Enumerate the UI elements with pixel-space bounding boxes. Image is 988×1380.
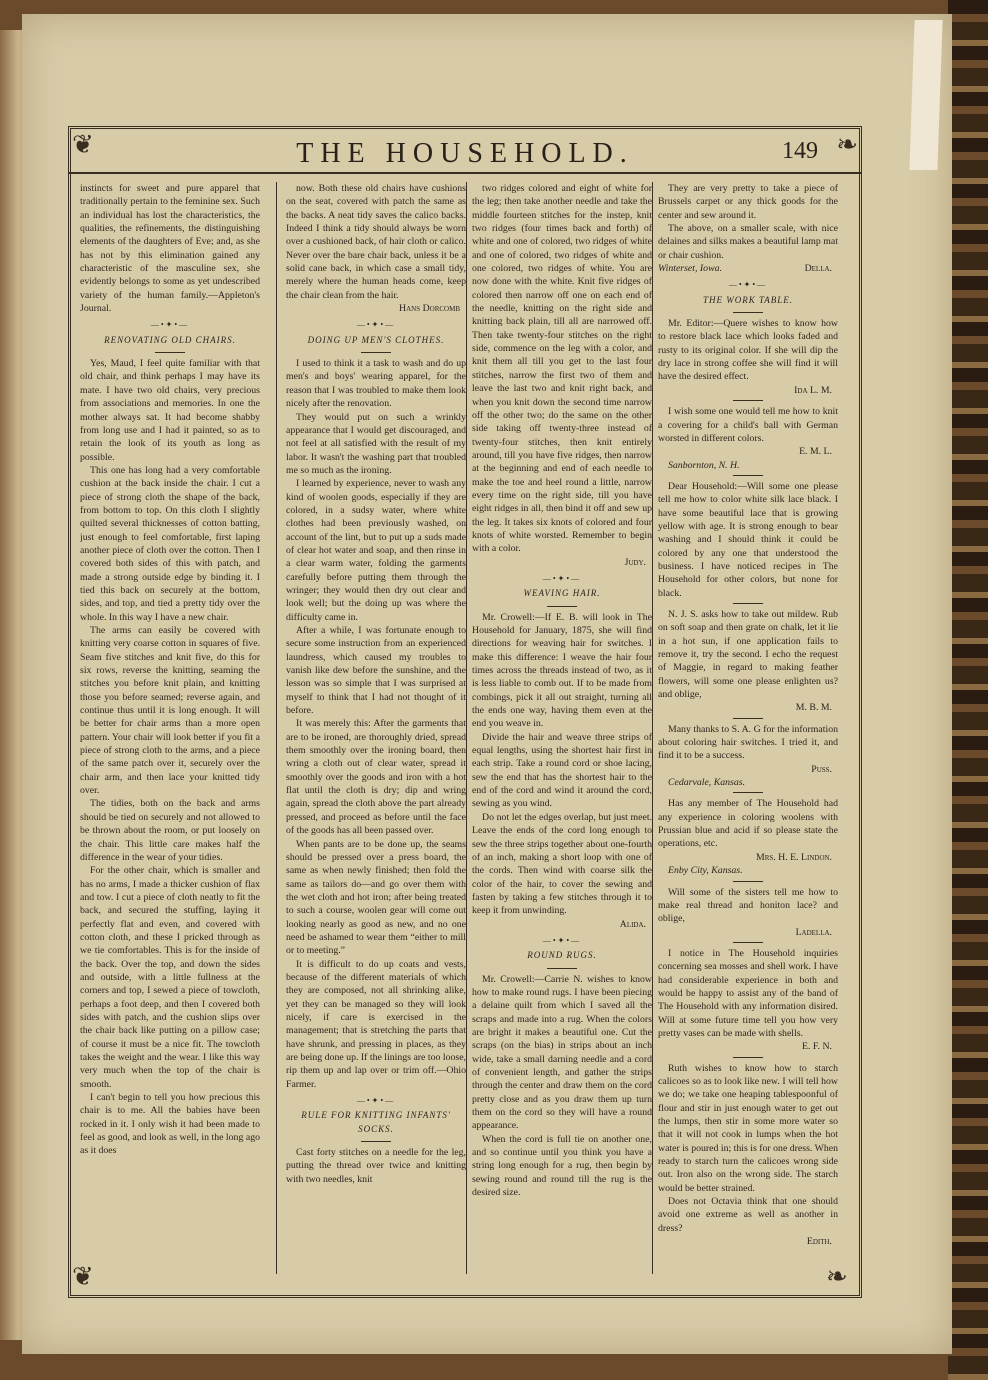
paragraph: Many thanks to S. A. G for the information about coloring hair switches. I tried it, and find it to be a success. bbox=[658, 723, 838, 762]
corner-ornament-icon: ❦ bbox=[72, 130, 94, 159]
column-divider bbox=[652, 182, 653, 1274]
location-signature-line bbox=[658, 262, 838, 275]
divider-rule bbox=[733, 475, 763, 476]
paragraph: They are very pretty to take a piece of Brussels carpet or any thick goods for the center and sew around it. bbox=[658, 183, 838, 221]
paper-tab bbox=[909, 20, 942, 170]
paragraph: When the cord is full tie on another one, and so continue until you think you have a string long enough for a rug, then begin by sewing round and round till the rug is the desired size. bbox=[472, 1133, 652, 1199]
signature: Edith. bbox=[806, 1236, 832, 1248]
signature: Judy. bbox=[624, 556, 646, 568]
heading-rule bbox=[547, 968, 577, 969]
page-number: 149 bbox=[782, 138, 818, 164]
paragraph: I learned by experience, never to wash any kind of woolen goods, especially if they are colored, in a sudsy water, where white clothes had been previously washed, on account of the lint, but to put up a suds made of clear hot water and soap, and then rinse in a clear warm water, folding the garments carefully before putting them through the wringer; they would then dry out clear and look well; but the doing up was where the difficulty came in. bbox=[286, 478, 466, 623]
paragraph: It was merely this: After the garments that are to be ironed, are thoroughly dried, spread them smoothly over the ironing board, then wring a cloth out of clear water, spread it smoothly over the goods and iron with a hot flat until the cloth is dry; dip and wring again, spread the cloth above the part already pressed, and proceed as before until the face of the goods has all been passed over. bbox=[286, 718, 466, 837]
heading-rule bbox=[155, 352, 185, 353]
ornament-icon: —•✦•— bbox=[728, 280, 768, 290]
heading-rule bbox=[547, 606, 577, 607]
paragraph: now. Both these old chairs have cushions on the seat, covered with patch the same as the backs. A neat tidy saves the calico backs. Indeed I think a tidy should always be worn over a cushioned back, of hair cloth or calico. Never over the bare chair back, unless it be a solid cane back, in which case a small tidy, merely where the human heads come, keep the chair clean from the hair. bbox=[286, 183, 466, 301]
article-heading: RENOVATING OLD CHAIRS. bbox=[104, 334, 236, 345]
paragraph: When pants are to be done up, the seams should be pressed over a press board, the same as when newly finished; then fold the same as tailors do—and go over them with the wet cloth and hot iron; after being treated to such a course, woolen gear will come out looking nearly as good as new, and no one need be ashamed to wear them “either to mill or to meeting.” bbox=[286, 838, 466, 957]
divider-rule bbox=[733, 603, 763, 604]
paragraph: The tidies, both on the back and arms should be tied on securely and not allowed to be thrown about the room, or put loosely on the chair. This little care makes half the difference in the wear of your tidies. bbox=[80, 798, 260, 863]
paragraph: Mr. Crowell:—If E. B. will look in The Household for January, 1875, she will find directions for weaving hair for switches. I make this difference: I weave the hair four times across the threads instead of two, as it is less liable to comb out. If to be made from combings, pick it all out straight, turning all the ends one way, having them even at the end you weave in. bbox=[472, 611, 652, 730]
column-3 bbox=[472, 182, 652, 1272]
paragraph: two ridges colored and eight of white for the leg; then take another needle and take the middle fourteen stitches for the instep, knit two ridges (four times back and forth) of white and one of colored, two ridges of white and one of colored, two ridges of white and one colored, two ridges of white. You are now done with the white. Knit five ridges of colored then narrow off one on each end of the needle, knitting on the right side and knitting back plain, till all are narrowed off. Then take twenty-four stitches on the right side, commence on the leg with a color, and knit them all till you get to the last four stitches, narrow the first two of them and leave the last two and knit right back, and when you knit down the second time narrow off the other two; do the same on the other side taking off twenty-three instead of twenty-four stitches, then knit entirely around, till you have five ridges, then narrow at the beginning and end of each needle to make the toe and heel round a little, narrow every time on the right side, till you have eight ridges in all, then bind it off and sew up the leg. It takes six knots of colored and four knots of white worsted. Remember to begin with a color. bbox=[472, 183, 652, 555]
column-4 bbox=[658, 182, 838, 1272]
column-divider bbox=[276, 182, 277, 1274]
heading-rule bbox=[361, 352, 391, 353]
ornament-icon: —•✦•— bbox=[356, 320, 396, 330]
location: Enby City, Kansas. bbox=[668, 865, 743, 877]
paragraph: For the other chair, which is smaller and has no arms, I made a thicker cushion of flax and tow. I cut a piece of cloth neatly to fit the back, and secured the stuffing, laying it perfectly flat and even, and covered with cotton cloth, and these I pricked through as we tie comfortables. This is for the inside of the back. Over the top, and down the sides and outside, with a little fullness at the corners and top, I sewed a piece of towcloth, perhaps a foot deep, and then I covered both sides with patch, and the cushion slips over the chair back like putting on a pillow case; of course it must be a nice fit. The towcloth takes the weight and the wear. I like this way very much when the top of the chair is smooth. bbox=[80, 865, 260, 1090]
article-heading: ROUND RUGS. bbox=[527, 950, 597, 961]
divider-rule bbox=[733, 400, 763, 401]
column-2 bbox=[286, 182, 466, 1272]
book-cover-edge bbox=[948, 0, 988, 1380]
signature: M. B. M. bbox=[795, 702, 832, 714]
paragraph: I wish some one would tell me how to knit a covering for a child's ball with German worsted in different colors. bbox=[658, 406, 838, 444]
paragraph: This one has long had a very comfortable cushion at the back inside the chair. I cut a piece of strong cloth the shape of the back, from bottom to top. On this cloth I slightly quilted several thicknesses of cotton batting, just enough to feel comfortable, first laping another piece of cloth over the cotton. Then I covered both sides of this with patch, and made a strong outside edge by binding it. I tied this back on securely at the bottom, sides, and top, and tied a pretty tidy over the whole. In this way I have a new chair. bbox=[80, 464, 260, 623]
paragraph: It is difficult to do up coats and vests, because of the different materials of which they are composed, not all shrinking alike, yet they can be managed so they will look nicely, if care is exercised in the management; that is stretching the parts that have shrunk, and pressing in places, as they are being done up. If the linings are too loose, rip them up and lap over or trim off.—Ohio Farmer. bbox=[286, 958, 466, 1090]
paragraph: After a while, I was fortunate enough to secure some instruction from an experienced laundress, which caused my troubles to vanish like dew before the sunshine, and the lesson was so simple that I was surprised at myself to think that I had not thought of it before. bbox=[286, 625, 466, 717]
page-title: THE HOUSEHOLD. bbox=[296, 138, 634, 169]
ornament-icon: —•✦•— bbox=[542, 573, 582, 583]
paragraph: I notice in The Household inquiries concerning sea mosses and shell work. I have had considerable experience in both and would be happy to assist any of the band of The Household with any information disired. Will at some future time tell you how very pretty vases can be made with shells. bbox=[658, 947, 838, 1039]
divider-rule bbox=[733, 881, 763, 882]
location: Winterset, Iowa. bbox=[658, 263, 722, 275]
paragraph: Does not Octavia think that one should avoid one extreme as well as another in dress? bbox=[658, 1196, 838, 1234]
paragraph: Do not let the edges overlap, but just meet. Leave the ends of the cord long enough to sew the three strips together about one-fourth of an inch, making a short loop with one of the cords. Then wind with coarse silk the color of the hair, to cover the sewing and fasten by taking a few stitches through it to keep it from unwinding. bbox=[472, 811, 652, 917]
article-heading: THE WORK TABLE. bbox=[702, 294, 794, 305]
page-header bbox=[68, 126, 862, 178]
article-heading: RULE FOR KNITTING INFANTS' SOCKS. bbox=[301, 1110, 451, 1134]
paragraph: The arms can easily be covered with knitting very coarse cotton in squares of five. Seam five stitches and knit five, do this for six rows, reverse the knitting, seaming the stitches you before knit plain, and knitting those you before seamed; reverse again, and continue thus until it is long enough. It will be better for chair arms than a more open pattern. Your chair will look better if you fit a piece of strong cloth to the arms, and a piece of the same patch over it, securely over the chair arm, and then lace your knitted tidy over. bbox=[80, 625, 260, 797]
paragraph: Yes, Maud, I feel quite familiar with that old chair, and think perhaps I may have its mate. I have two old chairs, very precious from associations and memories. In one the mother always sat. It had become shabby from long use and I had it painted, so as to retain the look of its youth as long as possible. bbox=[80, 358, 260, 463]
paragraph: instincts for sweet and pure apparel that traditionally pertain to the feminine sex. Such an individual has lost the characteristics, the qualities, the refinements, the distinguishing elements of the daughters of Eve; and, as she has not by this elimination gained any characteristic of the masculine sex, she evidently belongs to some as yet undescribed variety of the human family.—Appleton's Journal. bbox=[80, 183, 260, 315]
ornament-icon: —•✦•— bbox=[150, 320, 190, 330]
signature: Puss. bbox=[811, 763, 832, 775]
paragraph: Mr. Crowell:—Carrie N. wishes to know how to make round rugs. I have been piecing a delaine quilt from which I saved all the scraps and made into a rug. When the colors are bright it makes a beautiful one. Cut the scraps (on the bias) in strips about an inch wide, take a small darning needle and a cord of convenient length, and gather the strips through the center and draw them on the cord pretty close and as you draw them up turn them on the cord so they will have a round appearance. bbox=[472, 973, 652, 1132]
paragraph: Dear Household:—Will some one please tell me how to color white silk lace black. I have some beautiful lace that is growing yellow with age. It is strong enough to bear washing and I should think it could be colored by any one that understood the business. I have noticed recipes in The Household for other colors, but none for black. bbox=[658, 480, 838, 599]
paragraph: Will some of the sisters tell me how to make real thread and honiton lace? and oblige, bbox=[658, 886, 838, 925]
paragraph: Has any member of The Household had any experience in coloring woolens with Prussian blue and acid if so please state the operations, etc. bbox=[658, 798, 838, 850]
corner-ornament-icon: ❧ bbox=[836, 130, 858, 159]
signature: Ida L. M. bbox=[794, 384, 832, 396]
signature: Mrs. H. E. Lindon. bbox=[755, 851, 832, 863]
signature: Hans Dorcomb bbox=[399, 303, 460, 315]
signature: E. M. L. bbox=[799, 446, 832, 458]
paragraph: The above, on a smaller scale, with nice delaines and silks makes a beautiful lamp mat or chair cushion. bbox=[658, 223, 838, 261]
divider-rule bbox=[733, 718, 763, 719]
column-1 bbox=[80, 182, 260, 1272]
heading-rule bbox=[361, 1141, 391, 1142]
article-heading: DOING UP MEN'S CLOTHES. bbox=[307, 334, 445, 345]
signature: E. F. N. bbox=[802, 1041, 832, 1053]
divider-rule bbox=[733, 792, 763, 793]
ornament-icon: —•✦•— bbox=[542, 935, 582, 945]
divider-rule bbox=[733, 942, 763, 943]
corner-ornament-icon: ❦ bbox=[72, 1262, 94, 1291]
paragraph: Cast forty stitches on a needle for the leg, putting the thread over twice and knitting with two needles, knit bbox=[286, 1147, 466, 1185]
paragraph: I used to think it a task to wash and do up men's and boys' wearing apparel, for the reason that I was troubled to make them look nicely after the renovation. bbox=[286, 358, 466, 410]
paragraph: Ruth wishes to know how to starch calicoes so as to look like new. I will tell how we do; we take one heaping tablespoonful of flour and stir in just enough water to get out the lumps, then stir in some more water so that it will not cook in lumps when the hot water is poured in; this is for one dress. When ready to starch turn the calicoes wrong side out. Iron also on the wrong side. The starch would be better strained. bbox=[658, 1062, 838, 1194]
paragraph: Mr. Editor:—Quere wishes to know how to restore black lace which looks faded and rusty to its original color. If she will dip the dry lace in strong coffee she will find it will have the desired effect. bbox=[658, 318, 838, 383]
header-rule bbox=[68, 172, 862, 174]
signature: Alida. bbox=[619, 918, 646, 930]
paragraph: I can't begin to tell you how precious this chair is to me. All the babies have been rocked in it. I only wish it had been made to feel as good, and look as well, in the long ago as it does bbox=[80, 1092, 260, 1157]
signature: Della. bbox=[804, 263, 832, 275]
paragraph: N. J. S. asks how to take out mildew. Rub on soft soap and then grate on chalk, let it lie in a hot sun, if one application fails to remove it, try the second. I echo the request of Maggie, in regard to making feather flowers, will some one please enlighten us? and oblige, bbox=[658, 608, 838, 701]
article-heading: WEAVING HAIR. bbox=[523, 588, 601, 599]
paragraph: They would put on such a wrinkly appearance that I would get discouraged, and not feel at all satisfied with the result of my labor. It wasn't the washing part that troubled me so much as the ironing. bbox=[286, 411, 466, 476]
corner-ornament-icon: ❧ bbox=[826, 1262, 848, 1291]
location: Cedarvale, Kansas. bbox=[668, 777, 746, 789]
heading-rule bbox=[733, 312, 763, 313]
signature: Ladella. bbox=[795, 926, 832, 938]
ornament-icon: —•✦•— bbox=[356, 1096, 396, 1106]
divider-rule bbox=[733, 1057, 763, 1058]
paragraph: Divide the hair and weave three strips of equal lengths, using the shortest hair first in each strip. Take a round cord or shoe lacing, sew the end that has the shortest hair to the end of the cord and wind it around the cord, sewing as you wind. bbox=[472, 731, 652, 810]
location: Sanbornton, N. H. bbox=[668, 459, 740, 471]
column-divider bbox=[466, 182, 467, 1274]
